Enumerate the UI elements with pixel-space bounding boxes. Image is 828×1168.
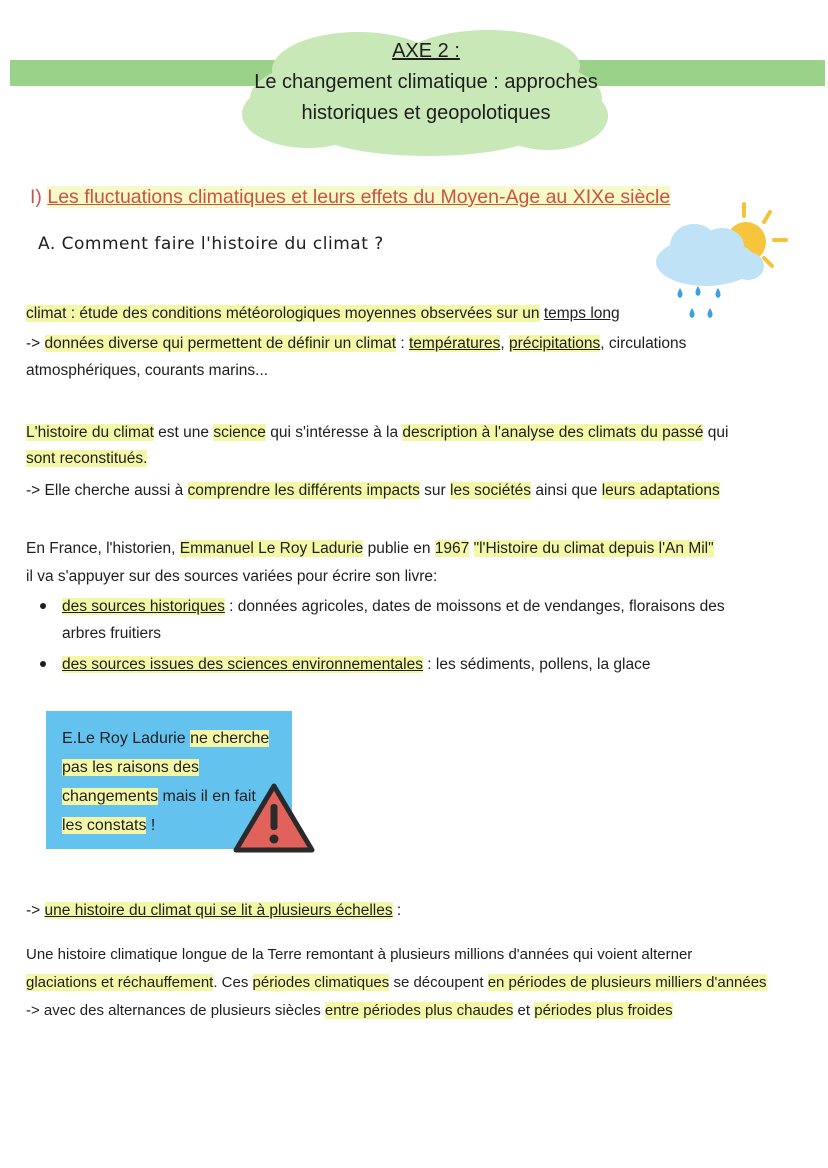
hl-chaudes: entre périodes plus chaudes: [324, 1002, 514, 1019]
precipitations: précipitations: [508, 335, 601, 352]
hl-ne-cherche: ne cherche: [190, 730, 270, 747]
hl-science: science: [213, 424, 266, 441]
def-highlight: climat : étude des conditions météorologiques moyennes observées sur un: [26, 305, 540, 322]
hl-changements: changements: [62, 788, 159, 805]
hl-histoire: L'histoire du climat: [26, 424, 154, 441]
echelles-title-line: [26, 900, 401, 922]
echelles-line-2: [26, 972, 767, 994]
bullet-1: [40, 603, 46, 609]
hl-sources-environnementales: des sources issues des sciences environnementales: [62, 656, 423, 673]
temperatures: températures: [409, 335, 501, 352]
hl-echelles: une histoire du climat qui se lit à plusieurs échelles: [44, 902, 393, 919]
histoire-line-2: [26, 448, 147, 470]
sun-cloud-rain-icon: [648, 196, 798, 336]
ladurie-line-1: [26, 538, 714, 560]
subtitle: A. Comment faire l'histoire du climat ?: [38, 234, 384, 254]
bullet-1-line-2: arbres fruitiers: [62, 625, 162, 642]
text: : données agricoles, dates de moissons et de vendanges, floraisons des: [224, 598, 725, 615]
title-line-2: historiques et geopolotiques: [301, 102, 551, 124]
echelles-line-3: [26, 1000, 673, 1022]
hl-societes: les sociétés: [450, 482, 532, 499]
hl-name: Emmanuel Le Roy Ladurie: [179, 540, 364, 557]
text: mais il en fait: [158, 788, 256, 805]
text: -> avec des alternances de plusieurs siècles: [26, 1002, 325, 1019]
text: et: [513, 1002, 535, 1019]
text: . Ces: [213, 974, 253, 991]
text: est une: [153, 424, 214, 441]
axe-label: AXE 2 :: [392, 40, 460, 62]
hl-reconstitues: sont reconstitués.: [26, 450, 148, 467]
arrow: ->: [26, 902, 45, 919]
text: En France, l'historien,: [26, 540, 180, 557]
text: E.Le Roy Ladurie: [62, 730, 191, 747]
echelles-line-1: Une histoire climatique longue de la Terre remontant à plusieurs millions d'années qui voient alterner: [26, 946, 693, 963]
text: [469, 540, 473, 557]
hl-froides: périodes plus froides: [534, 1002, 673, 1019]
def-rest: , circulations: [600, 335, 687, 352]
separator: :: [396, 335, 409, 352]
text: sur: [419, 482, 451, 499]
temps-long: temps long: [543, 305, 620, 322]
text: : les sédiments, pollens, la glace: [423, 656, 651, 673]
hl-year: 1967: [434, 540, 470, 557]
histoire-line-1: [26, 422, 728, 444]
arrow: ->: [26, 335, 45, 352]
comma: ,: [500, 335, 509, 352]
hl-milliers: en périodes de plusieurs milliers d'années: [487, 974, 767, 991]
section-prefix: I): [30, 186, 48, 208]
text: publie en: [363, 540, 435, 557]
hl-glaciations: glaciations et réchauffement: [26, 974, 214, 991]
text: qui: [703, 424, 729, 441]
text: se découpent: [389, 974, 488, 991]
bullet-2: [40, 661, 46, 667]
histoire-line-3: [26, 480, 720, 502]
def-line-1: [26, 303, 620, 325]
bullet-2-text: [62, 654, 650, 676]
section-title: [30, 186, 670, 209]
hl-periodes: périodes climatiques: [252, 974, 390, 991]
page-title: [238, 36, 614, 129]
hl-description: description à l'analyse des climats du passé: [402, 424, 704, 441]
text: :: [392, 902, 402, 919]
ladurie-line-2: il va s'appuyer sur des sources variées pour écrire son livre:: [26, 568, 438, 585]
hl-constats: les constats: [62, 817, 147, 834]
hl-raisons: pas les raisons des: [62, 759, 199, 776]
title-line-1: Le changement climatique : approches: [254, 71, 598, 93]
donnees-highlight: données diverse qui permettent de définir un climat: [44, 335, 397, 352]
def-line-2: [26, 333, 686, 355]
warning-triangle-icon: [232, 782, 316, 854]
hl-impacts: comprendre les différents impacts: [187, 482, 420, 499]
text: -> Elle cherche aussi à: [26, 482, 188, 499]
text: !: [146, 817, 156, 834]
def-line-3: atmosphériques, courants marins...: [26, 362, 269, 379]
text: ainsi que: [531, 482, 602, 499]
hl-book: "l'Histoire du climat depuis l'An Mil": [473, 540, 714, 557]
hl-sources-historiques: des sources historiques: [62, 598, 225, 615]
section-title-text: Les fluctuations climatiques et leurs effets du Moyen-Age au XIXe siècle: [47, 186, 671, 208]
text: qui s'intéresse à la: [265, 424, 403, 441]
hl-adaptations: leurs adaptations: [601, 482, 720, 499]
bullet-1-text: [62, 596, 725, 618]
